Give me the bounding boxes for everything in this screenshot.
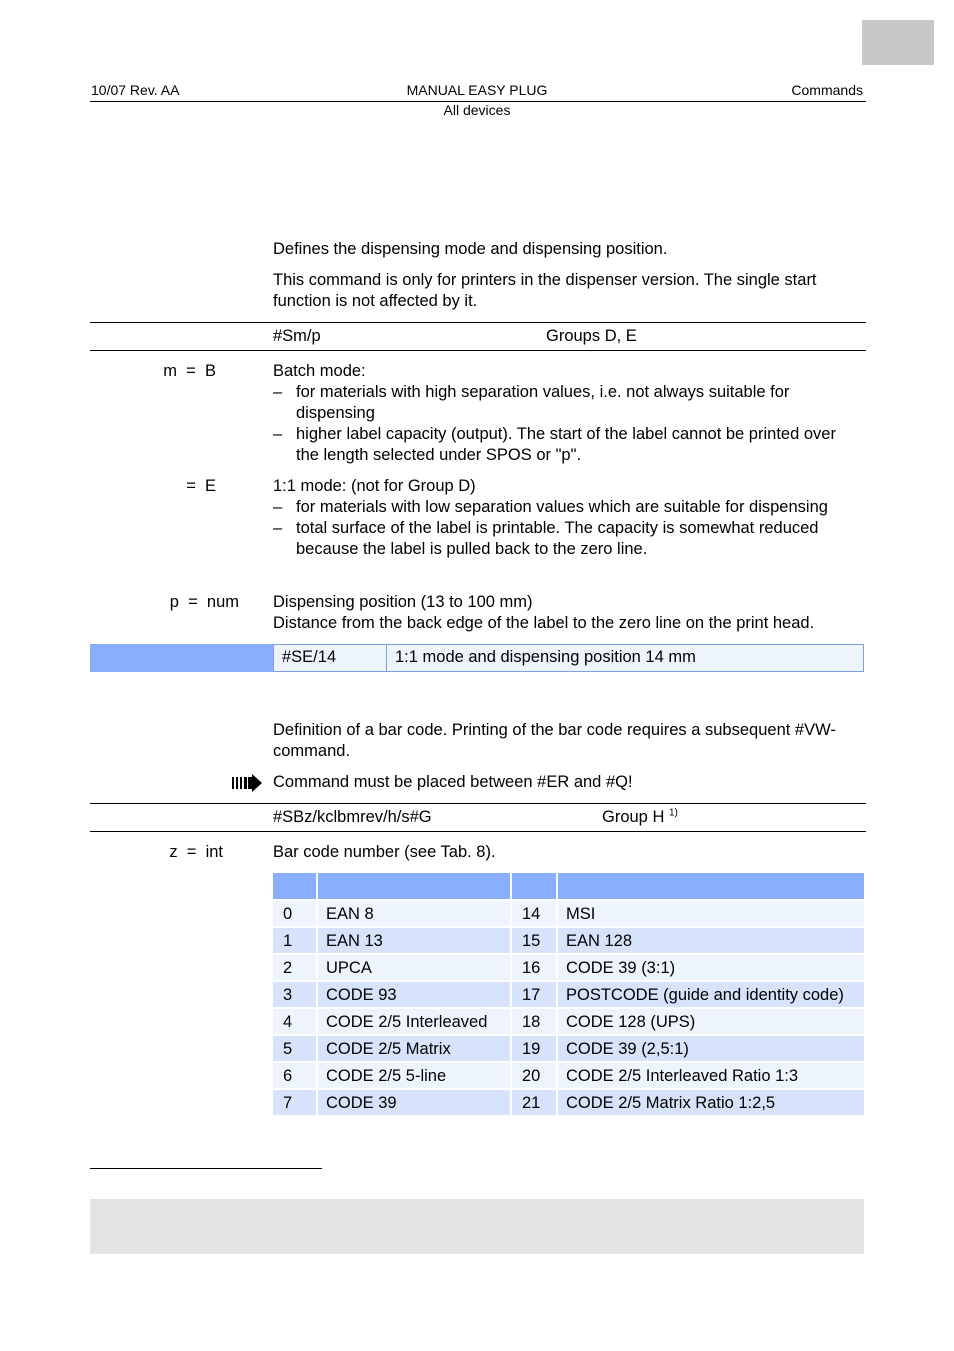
one-to-one-title: 1:1 mode: (not for Group D) (273, 477, 476, 495)
batch-mode-title: Batch mode: (273, 362, 366, 380)
param-desc-z: Bar code number (see Tab. 8). (273, 843, 496, 861)
example-command: #SE/14 (282, 648, 337, 666)
one-to-one-bullet: – for materials with low separation values which are suitable for dispensing (273, 498, 828, 516)
section2-groups: Group H $^{1)}$ (602, 807, 678, 826)
hand-pointer-icon (231, 773, 263, 798)
batch-bullet: – for materials with high separation values, i.e. not always suitable for dispensing (273, 383, 790, 422)
table-header-row (273, 873, 864, 899)
table-row: 1 EAN 13 15 EAN 128 (273, 928, 864, 953)
table-row: 4 CODE 2/5 Interleaved 18 CODE 128 (UPS) (273, 1009, 864, 1034)
section1-intro: Defines the dispensing mode and dispensing position. (273, 240, 668, 258)
param-label-p: p = num (169, 593, 239, 611)
param-desc-batch (273, 361, 863, 466)
section1-syntax: #Sm/p (273, 327, 321, 345)
syntax-rule-bottom (90, 350, 866, 351)
param-label-z: z = int (169, 843, 223, 861)
footnote-ref: 1) (668, 807, 678, 819)
param-desc-one-to-one (273, 476, 863, 560)
footnote-separator (90, 1168, 322, 1169)
table-row: 3 CODE 93 17 POSTCODE (guide and identity code) (273, 982, 864, 1007)
table-row: 5 CODE 2/5 Matrix 19 CODE 39 (2,5:1) (273, 1036, 864, 1061)
page-corner-tab (862, 20, 934, 65)
footer-band (90, 1199, 864, 1254)
one-to-one-bullet: – total surface of the label is printable. The capacity is somewhat reduced because the label is pulled back to the zero line. (273, 519, 819, 558)
section1-note: This command is only for printers in the dispenser version. The single start function is not affected by it. (273, 271, 817, 310)
section1-groups: Groups D, E (546, 327, 637, 345)
table-row: 7 CODE 39 21 CODE 2/5 Matrix Ratio 1:2,5 (273, 1090, 864, 1115)
section2-note: Command must be placed between #ER and #Q! (273, 773, 633, 791)
section2-syntax: #SBz/kclbmrev/h/s#G (273, 808, 432, 826)
barcode-table (271, 871, 866, 1117)
syntax2-rule-bottom (90, 831, 866, 832)
batch-bullet: – higher label capacity (output). The start of the label cannot be printed over the length selected under SPOS or "p". (273, 425, 836, 464)
example-divider (386, 644, 387, 672)
position-line2: Distance from the back edge of the label to the zero line on the print head. (273, 614, 815, 632)
param-label-e: = E (186, 477, 216, 495)
syntax2-rule-top (90, 803, 866, 804)
table-row: 0 EAN 8 14 MSI (273, 901, 864, 926)
table-row: 2 UPCA 16 CODE 39 (3:1) (273, 955, 864, 980)
section2-intro: Definition of a bar code. Printing of the bar code requires a subsequent #VW-command. (273, 721, 836, 760)
param-desc-position (273, 592, 873, 634)
param-label-m-b: m = B (163, 362, 216, 380)
header-devices: All devices (443, 102, 511, 118)
syntax-rule-top (90, 322, 866, 323)
position-line1: Dispensing position (13 to 100 mm) (273, 593, 533, 611)
header-revision: 10/07 Rev. AA (91, 82, 180, 98)
header-manual-title: MANUAL EASY PLUG (406, 82, 548, 98)
example-description: 1:1 mode and dispensing position 14 mm (395, 648, 696, 666)
header-section: Commands (791, 82, 863, 98)
table-row: 6 CODE 2/5 5-line 20 CODE 2/5 Interleaved Ratio 1:3 (273, 1063, 864, 1088)
